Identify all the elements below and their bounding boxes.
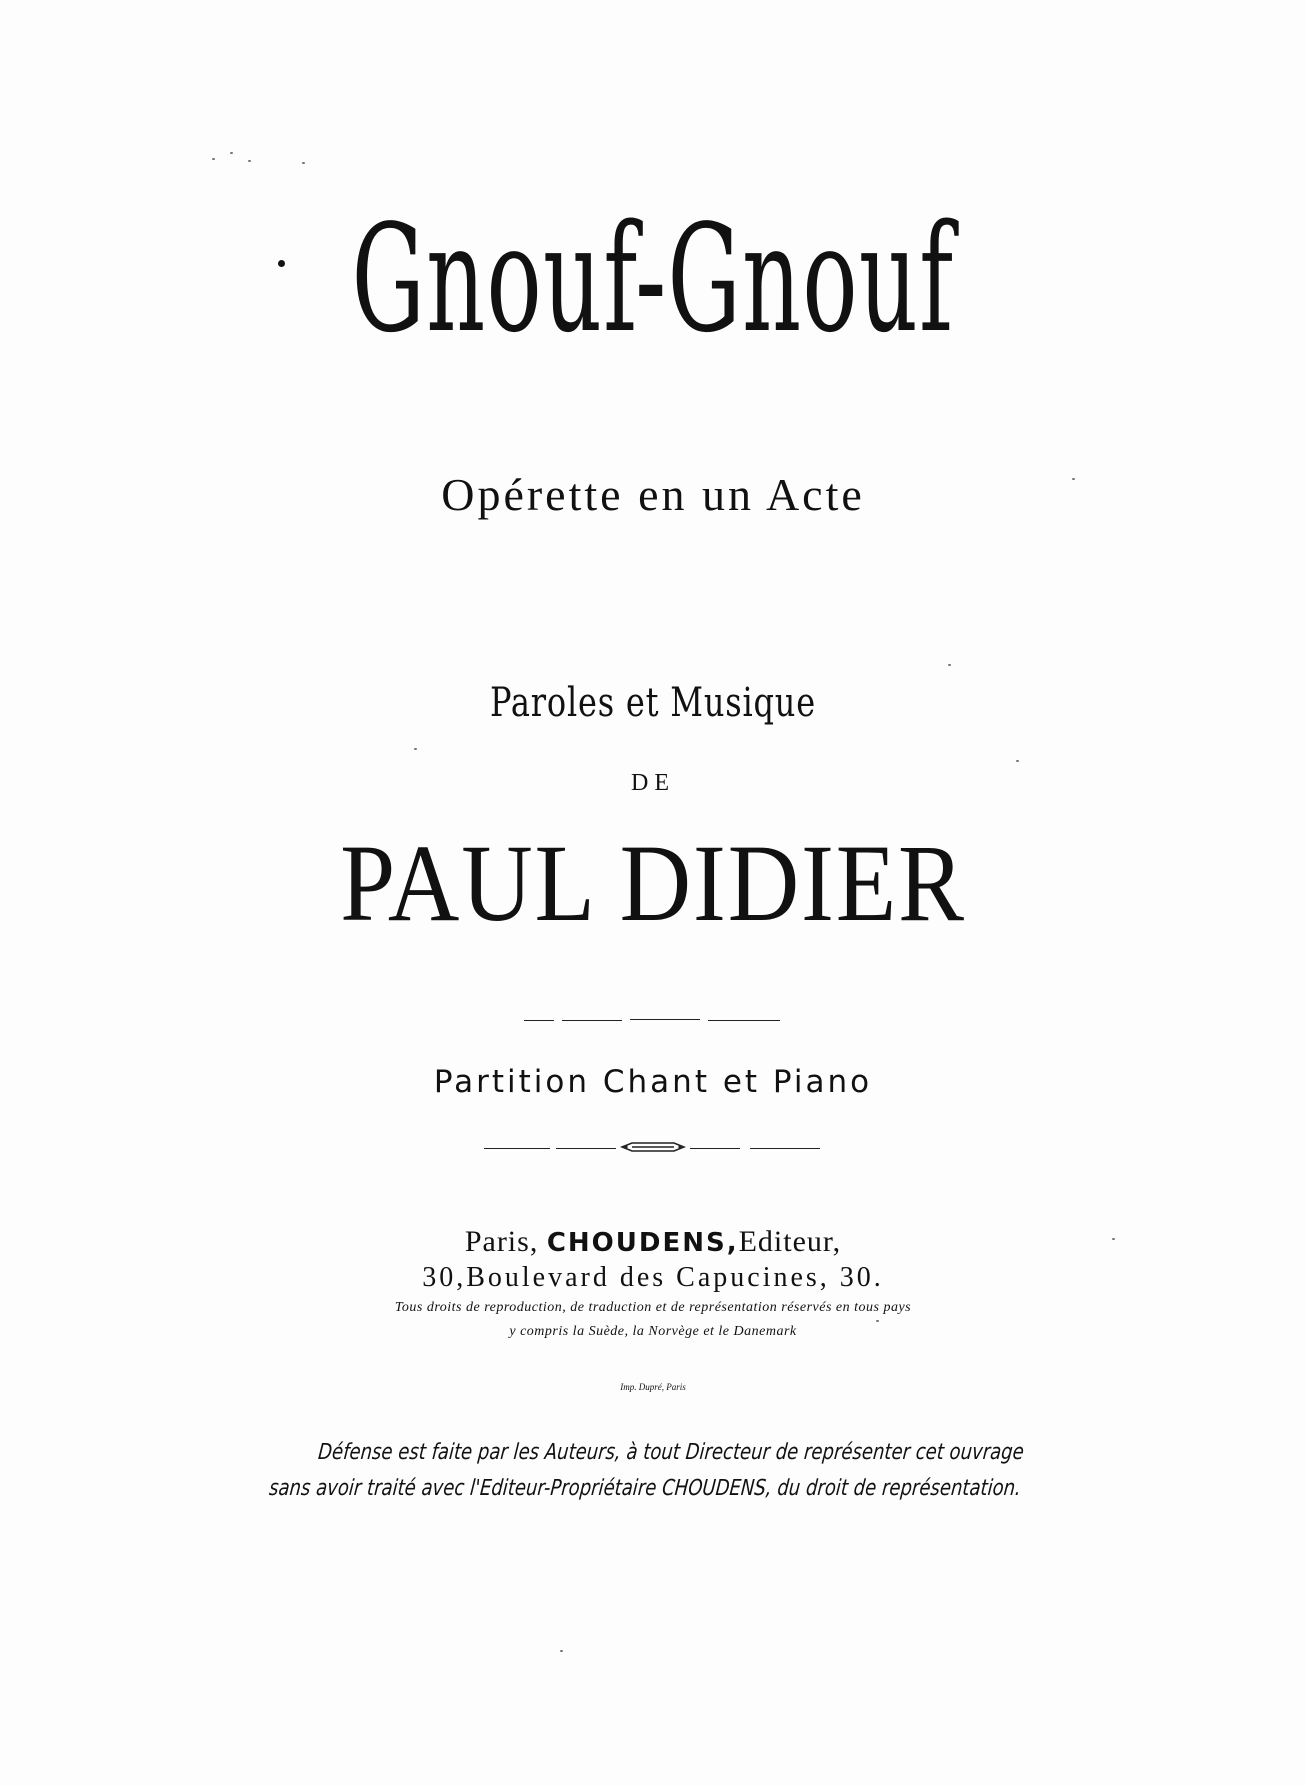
rights-notice-line-2: y compris la Suède, la Norvège et le Danemark xyxy=(509,1324,797,1339)
ornament-icon xyxy=(620,1140,686,1154)
performance-warning-line-1: Défense est faite par les Auteurs, à tout Directeur de représenter cet ouvrage xyxy=(317,1440,1025,1465)
work-subtitle: Opérette en un Acte xyxy=(441,469,865,520)
publisher-role: Editeur, xyxy=(738,1225,842,1258)
printer-imprint: Imp. Dupré, Paris xyxy=(620,1382,686,1392)
publisher-address: 30,Boulevard des Capucines, 30. xyxy=(422,1262,884,1293)
composer-name: PAUL DIDIER xyxy=(340,822,966,944)
work-title: Gnouf-Gnouf xyxy=(351,193,955,365)
rights-notice-line-1: Tous droits de reproduction, de traduction et de représentation réservés en tous pays xyxy=(394,1300,912,1315)
credit-de: DE xyxy=(631,770,675,796)
credit-line: Paroles et Musique xyxy=(490,680,816,726)
publisher-name: CHOUDENS, xyxy=(546,1228,739,1258)
performance-warning-line-2: sans avoir traité avec l'Editeur-Propriétaire CHOUDENS, du droit de représentation. xyxy=(268,1476,1022,1501)
edition-label: Partition Chant et Piano xyxy=(433,1064,873,1100)
publisher-line xyxy=(0,1225,1306,1259)
publisher-city: Paris, xyxy=(464,1225,539,1258)
